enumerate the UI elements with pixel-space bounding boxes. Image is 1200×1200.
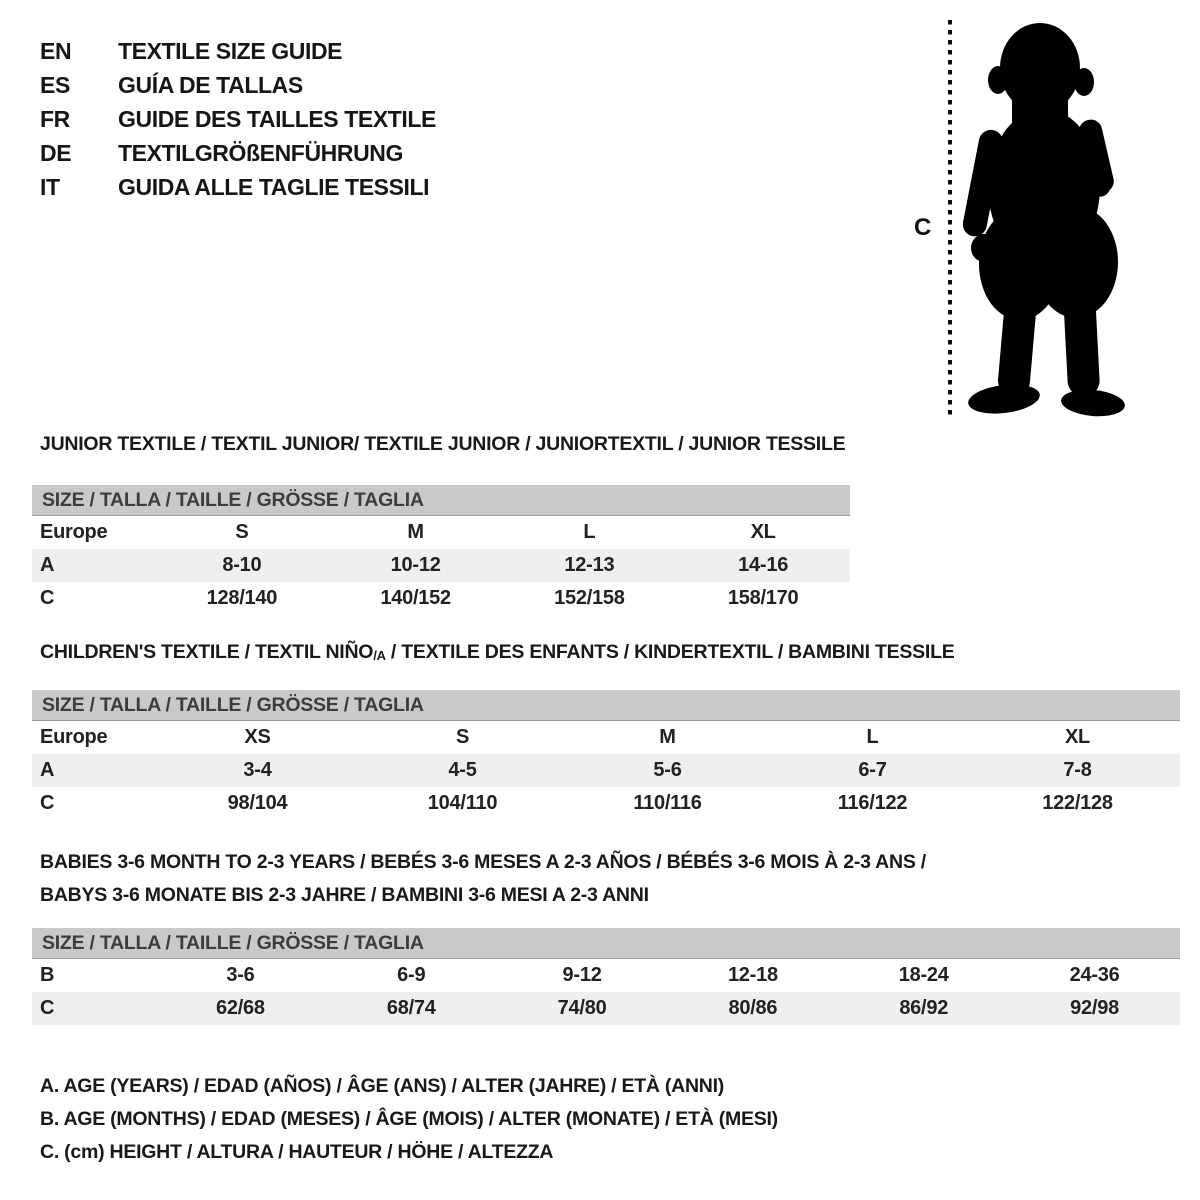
- table-row: [32, 754, 1180, 787]
- language-code: ES: [40, 72, 70, 98]
- size-value-cell: 110/116: [633, 792, 702, 814]
- size-value-cell: 140/152: [380, 587, 451, 609]
- size-value-cell: 122/128: [1042, 792, 1113, 814]
- size-value-cell: XS: [244, 726, 271, 748]
- size-value-cell: 12-18: [727, 964, 778, 986]
- table-row: [32, 549, 850, 582]
- size-value-cell: 18-24: [898, 964, 949, 986]
- toddler-silhouette-icon: [952, 12, 1142, 418]
- measurement-legend: [40, 1070, 778, 1169]
- children-table-grid: [32, 721, 1180, 820]
- babies-title-line2: BABYS 3-6 MONATE BIS 2-3 JAHRE / BAMBINI 3-6 MESI A 2-3 ANNI: [40, 884, 649, 906]
- legend-line-age-months: B. AGE (MONTHS) / EDAD (MESES) / ÂGE (MOIS) / ALTER (MONATE) / ETÀ (MESI): [40, 1108, 778, 1130]
- size-value-cell: 5-6: [565, 754, 770, 787]
- size-value-cell: 152/158: [554, 587, 625, 609]
- language-code: FR: [40, 106, 70, 132]
- size-value-cell: 74/80: [497, 992, 668, 1025]
- size-value-cell: M: [659, 726, 676, 748]
- table-row: [32, 516, 850, 549]
- language-row-en: [40, 34, 436, 68]
- size-header-band: SIZE / TALLA / TAILLE / GRÖSSE / TAGLIA: [32, 928, 1180, 959]
- size-value-cell: 8-10: [155, 549, 329, 582]
- guide-title-it: GUIDA ALLE TAGLIE TESSILI: [118, 174, 430, 200]
- size-value-cell: 3-4: [155, 754, 360, 787]
- size-value-cell: 158/170: [727, 587, 799, 609]
- children-title-sub: /A: [373, 648, 386, 663]
- guide-title-fr: GUIDE DES TAILLES TEXTILE: [118, 106, 436, 132]
- size-value-cell: 24-36: [1069, 964, 1120, 986]
- row-label: Europe: [40, 521, 108, 543]
- row-label: B: [40, 964, 55, 986]
- size-value-cell: 116/122: [837, 792, 908, 814]
- size-value-cell: 7-8: [975, 754, 1180, 787]
- language-row-es: [40, 68, 436, 102]
- children-title-post: / TEXTILE DES ENFANTS / KINDERTEXTIL / BAMBINI TESSILE: [385, 641, 955, 663]
- language-row-fr: [40, 102, 436, 136]
- junior-section-title: JUNIOR TEXTILE / TEXTIL JUNIOR/ TEXTILE JUNIOR / JUNIORTEXTIL / JUNIOR TESSILE: [40, 433, 846, 455]
- size-value-cell: 6-7: [770, 754, 975, 787]
- row-label: A: [32, 754, 155, 787]
- size-value-cell: 6-9: [397, 964, 426, 986]
- row-label: C: [40, 792, 55, 814]
- junior-size-table: [32, 485, 850, 615]
- row-label: A: [32, 549, 155, 582]
- babies-title-line1: BABIES 3-6 MONTH TO 2-3 YEARS / BEBÉS 3-6 MESES A 2-3 AÑOS / BÉBÉS 3-6 MOIS À 2-3 ANS /: [40, 851, 926, 873]
- table-row: [32, 721, 1180, 754]
- table-row: [32, 582, 850, 615]
- size-header-band: SIZE / TALLA / TAILLE / GRÖSSE / TAGLIA: [32, 485, 850, 516]
- guide-title-es: GUÍA DE TALLAS: [118, 72, 303, 98]
- guide-title-en: TEXTILE SIZE GUIDE: [118, 38, 343, 64]
- row-label: C: [32, 992, 155, 1025]
- size-value-cell: 80/86: [667, 992, 838, 1025]
- language-title-list: [40, 34, 436, 204]
- language-code: IT: [40, 174, 60, 200]
- size-value-cell: 12-13: [503, 549, 677, 582]
- table-row: [32, 992, 1180, 1025]
- language-row-de: [40, 136, 436, 170]
- children-title-pre: CHILDREN'S TEXTILE / TEXTIL NIÑO: [40, 641, 374, 663]
- language-row-it: [40, 170, 436, 204]
- size-value-cell: 92/98: [1009, 992, 1180, 1025]
- size-value-cell: 14-16: [676, 549, 850, 582]
- size-value-cell: L: [583, 521, 596, 543]
- size-value-cell: S: [455, 726, 470, 748]
- language-code: DE: [40, 140, 72, 166]
- children-size-table: [32, 690, 1180, 820]
- babies-section-title: [40, 846, 926, 912]
- guide-title-de: TEXTILGRÖßENFÜHRUNG: [118, 140, 403, 166]
- size-header-band: SIZE / TALLA / TAILLE / GRÖSSE / TAGLIA: [32, 690, 1180, 721]
- size-value-cell: 128/140: [206, 587, 278, 609]
- size-value-cell: 4-5: [360, 754, 565, 787]
- size-value-cell: 104/110: [427, 792, 498, 814]
- size-value-cell: 9-12: [562, 964, 602, 986]
- size-value-cell: 62/68: [155, 992, 326, 1025]
- size-value-cell: L: [866, 726, 879, 748]
- size-value-cell: 3-6: [226, 964, 255, 986]
- height-measure-label: C: [914, 214, 932, 241]
- legend-line-height-cm: C. (cm) HEIGHT / ALTURA / HAUTEUR / HÖHE / ALTEZZA: [40, 1141, 554, 1163]
- size-value-cell: XL: [1064, 726, 1091, 748]
- babies-size-table: [32, 928, 1180, 1025]
- size-value-cell: M: [407, 521, 424, 543]
- row-label: Europe: [40, 726, 108, 748]
- row-label: C: [40, 587, 55, 609]
- size-value-cell: 68/74: [326, 992, 497, 1025]
- junior-table-grid: [32, 516, 850, 615]
- babies-table-grid: [32, 959, 1180, 1025]
- size-value-cell: S: [235, 521, 249, 543]
- table-row: [32, 959, 1180, 992]
- size-value-cell: 98/104: [227, 792, 288, 814]
- children-section-title: [40, 641, 955, 664]
- size-value-cell: 86/92: [838, 992, 1009, 1025]
- table-row: [32, 787, 1180, 820]
- legend-line-age-years: A. AGE (YEARS) / EDAD (AÑOS) / ÂGE (ANS) / ALTER (JAHRE) / ETÀ (ANNI): [40, 1075, 725, 1097]
- size-value-cell: 10-12: [329, 549, 503, 582]
- size-value-cell: XL: [750, 521, 776, 543]
- language-code: EN: [40, 38, 72, 64]
